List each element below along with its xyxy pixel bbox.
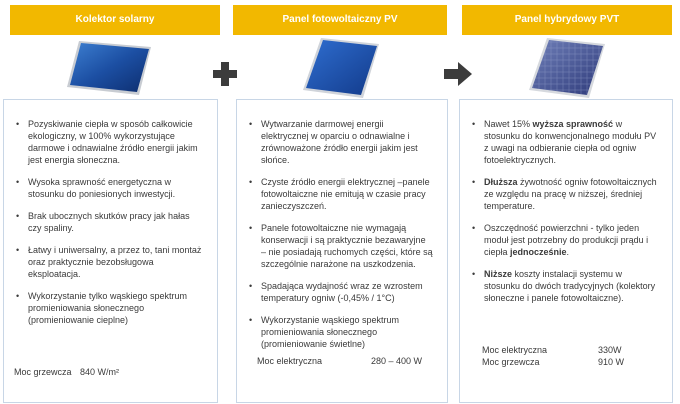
header-pv-panel: Panel fotowoltaiczny PV xyxy=(233,5,447,35)
list-item xyxy=(482,268,658,304)
list-item xyxy=(482,118,658,166)
list-pvt-panel xyxy=(460,100,672,304)
list-item xyxy=(259,280,433,304)
item-text: Łatwy i uniwersalny, a przez to, tani montaż oraz praktycznie bezobsługowa eksploatacja. xyxy=(28,245,202,279)
stat-pv-electric xyxy=(257,355,437,367)
list-item xyxy=(26,118,203,166)
item-text: Wykorzystanie wąskiego spektrum promieniowania słonecznego (promieniowanie świetlne) xyxy=(261,315,399,349)
emphasis-text: jednocześnie xyxy=(510,247,567,257)
stat-label: Moc elektryczna xyxy=(257,356,323,366)
emphasis-text: wyższa sprawność xyxy=(532,119,614,129)
stat-value: 330W xyxy=(598,345,622,355)
item-text: Oszczędność powierzchni - tylko jeden moduł jest potrzebny do produkcji prądu i ciepła xyxy=(484,223,649,257)
stat-pvt-electric xyxy=(482,344,662,356)
item-text: . xyxy=(566,247,570,257)
list-item xyxy=(259,222,433,270)
list-item xyxy=(259,314,433,350)
list-item xyxy=(26,290,203,326)
item-text: Spadająca wydajność wraz ze wzrostem temperatury ogniw (-0,45% / 1°C) xyxy=(261,281,423,303)
header-pvt-panel: Panel hybrydowy PVT xyxy=(462,5,672,35)
item-text: Pozyskiwanie ciepła w sposób całkowicie ekologiczny, w 100% wykorzystujące darmowe i odnawialne źródło energii jakim jest energia słoneczna. xyxy=(28,119,198,165)
column-pv-panel xyxy=(233,5,447,99)
item-text: żywotność ogniw fotowoltaicznych ze względu na pracę w niższej, średniej temperature. xyxy=(484,177,657,211)
stat-value: 280 – 400 W xyxy=(371,356,423,366)
list-solar-collector xyxy=(4,100,217,326)
header-solar-collector: Kolektor solarny xyxy=(10,5,220,35)
stat-label: Moc grzewcza xyxy=(14,367,72,377)
list-item xyxy=(26,176,203,200)
list-item xyxy=(482,222,658,258)
item-text: Brak ubocznych skutków pracy jak hałas czy spaliny. xyxy=(28,211,190,233)
box-solar-collector xyxy=(3,99,218,403)
item-text: w stosunku do konwencjonalnego modułu PV z uwagi na odbieranie ciepła od ogniw fotoelektrycznych. xyxy=(484,119,657,165)
list-item xyxy=(26,244,203,280)
item-text: Wysoka sprawność energetyczna w stosunku do poniesionych inwestycji. xyxy=(28,177,176,199)
item-text: Nawet 15% xyxy=(484,119,533,129)
pvt-panel-icon xyxy=(527,36,607,100)
item-text: Wytwarzanie darmowej energii elektrycznej w oparciu o odnawialne i zrównoważone źródło energii jakim jest słońce. xyxy=(261,119,418,165)
emphasis-text: Dłuższa xyxy=(484,177,518,187)
list-item xyxy=(259,176,433,212)
stat-label: Moc grzewcza xyxy=(482,357,540,367)
item-text: Panele fotowoltaiczne nie wymagają konserwacji i są praktycznie bezawaryjne – nie posiadają ruchomych części, które są szczególnie narażone na uszkodzenia. xyxy=(261,223,433,269)
box-pv-panel xyxy=(236,99,448,403)
box-pvt-panel xyxy=(459,99,673,403)
stat-solar-collector-heat xyxy=(14,366,119,378)
stat-label: Moc elektryczna xyxy=(482,345,548,355)
pv-panel-icon xyxy=(301,36,381,100)
list-item xyxy=(26,210,203,234)
column-solar-collector xyxy=(10,5,220,99)
stat-value: 910 W xyxy=(598,357,625,367)
pv-panel-image xyxy=(233,35,447,99)
item-text: Wykorzystanie tylko wąskiego spektrum promieniowania słonecznego (promieniowanie cieplne) xyxy=(28,291,187,325)
stat-pvt-heat xyxy=(482,356,662,368)
list-pv-panel xyxy=(237,100,447,350)
stat-value: 840 W/m² xyxy=(80,367,120,377)
column-pvt-panel xyxy=(462,5,672,99)
solar-collector-icon xyxy=(65,37,155,99)
item-text: koszty instalacji systemu w stosunku do dwóch tradycyjnych (kolektory słoneczne i panele fotowoltaiczne). xyxy=(484,269,656,303)
list-item xyxy=(259,118,433,166)
item-text: Czyste źródło energii elektrycznej –panele fotowoltaiczne nie emitują w czasie pracy zanieczyszczeń. xyxy=(261,177,430,211)
list-item xyxy=(482,176,658,212)
solar-collector-image xyxy=(10,35,220,99)
pvt-panel-image xyxy=(462,35,672,99)
emphasis-text: Niższe xyxy=(484,269,513,279)
